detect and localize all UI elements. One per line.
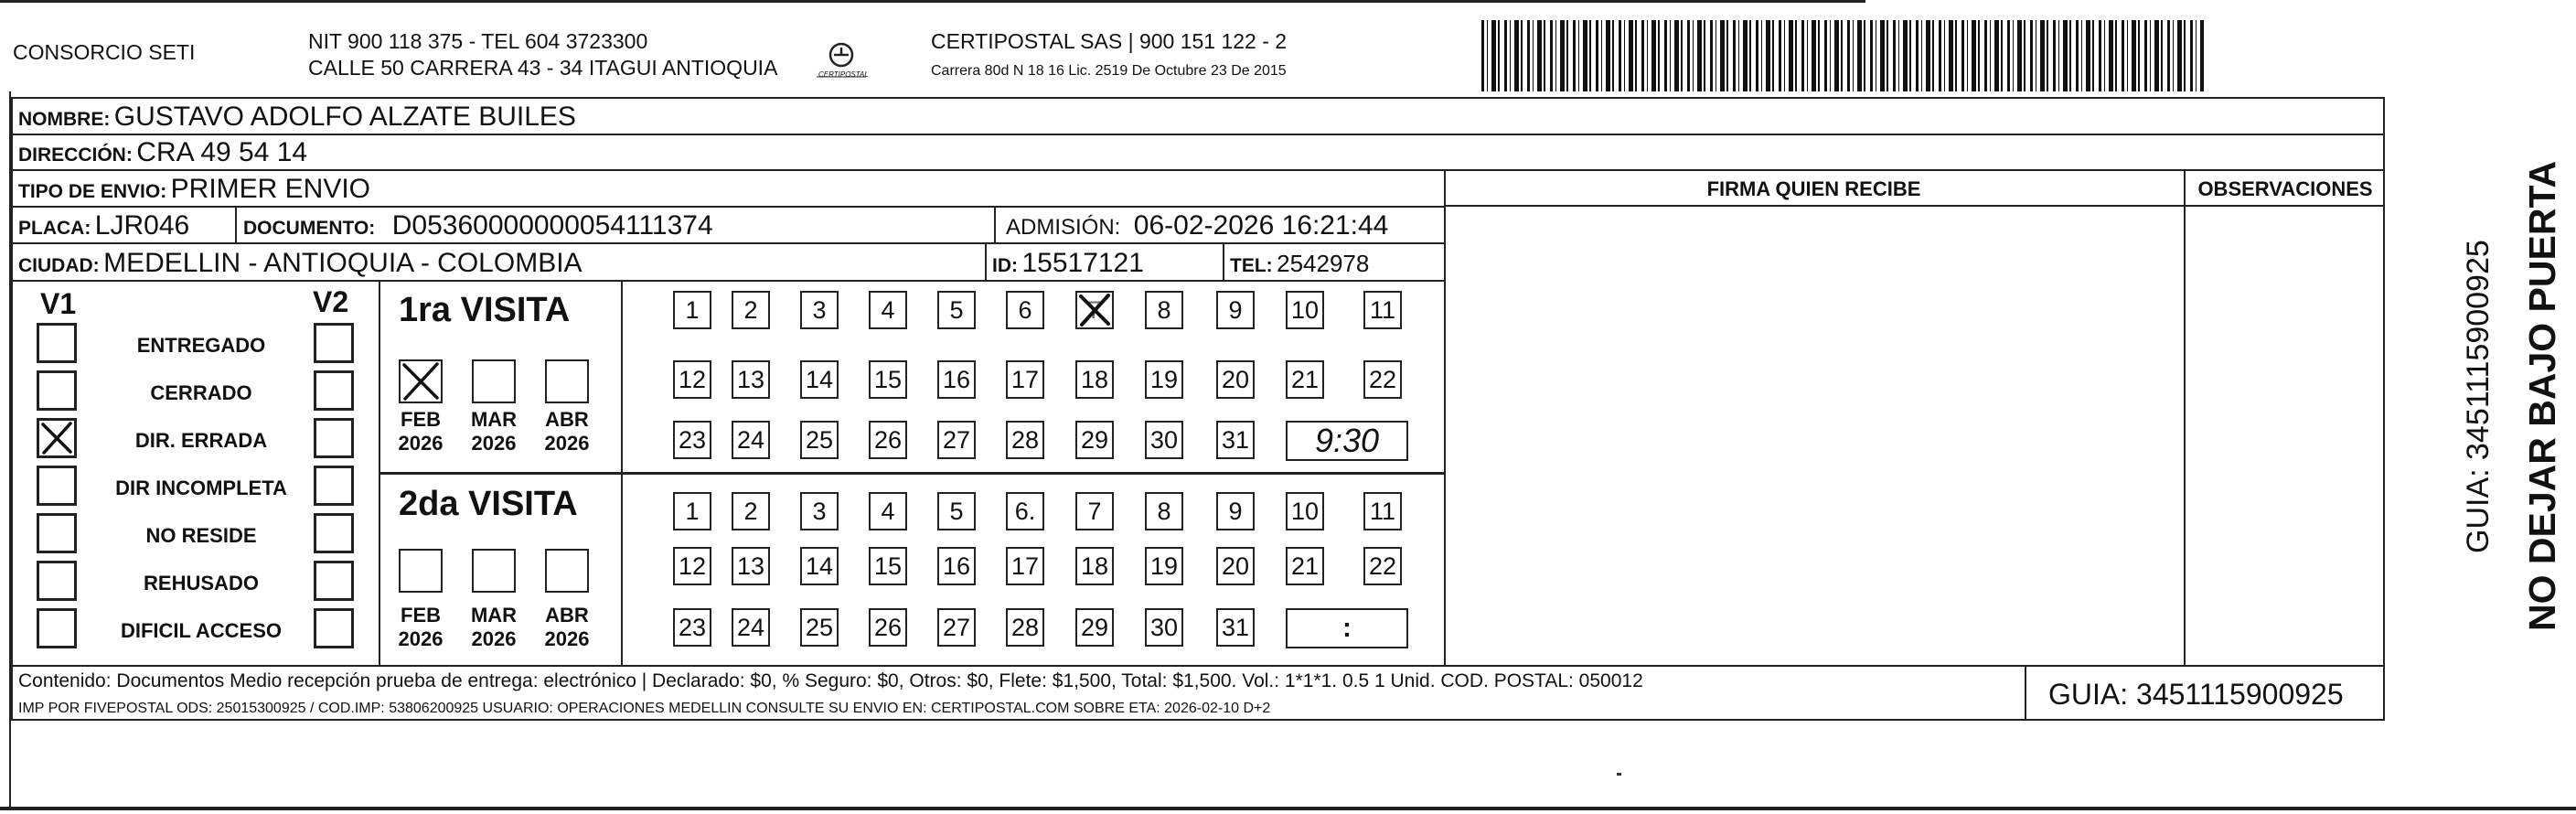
v1-checkbox[interactable] bbox=[37, 513, 77, 553]
visit1-day-number: 15 bbox=[873, 366, 903, 393]
visit1-day-box[interactable] bbox=[673, 421, 711, 459]
certipostal-line1: CERTIPOSTAL SAS | 900 151 122 - 2 bbox=[931, 29, 1288, 53]
visit2-day-number: 20 bbox=[1221, 552, 1250, 580]
visit1-time-value: 9:30 bbox=[1314, 422, 1380, 459]
visit1-day-number: 21 bbox=[1290, 366, 1320, 393]
row-line bbox=[11, 242, 1444, 244]
v2-checkbox[interactable] bbox=[314, 608, 354, 648]
visit1-month-name: FEB bbox=[401, 408, 441, 431]
col-divider bbox=[1444, 169, 1446, 665]
visit2-day-number: 25 bbox=[805, 614, 834, 641]
visit2-day-number: 4 bbox=[881, 498, 895, 525]
v2-checkbox[interactable] bbox=[314, 323, 354, 363]
nombre-label: NOMBRE: bbox=[18, 109, 111, 130]
visit2-day-box[interactable] bbox=[1006, 547, 1044, 585]
direccion-label: DIRECCIÓN: bbox=[18, 145, 133, 166]
visit1-day-box[interactable] bbox=[1363, 360, 1402, 399]
row-line bbox=[11, 169, 2385, 171]
visit1-time-box[interactable] bbox=[1286, 421, 1408, 461]
top-border bbox=[0, 0, 1865, 3]
tel-field bbox=[1230, 252, 1369, 275]
visit2-day-number: 13 bbox=[736, 552, 765, 580]
row-line bbox=[11, 206, 1444, 208]
visit1-day-number: 9 bbox=[1228, 296, 1243, 324]
visit1-day-number: 12 bbox=[678, 366, 707, 393]
checklist-option-label: NO RESIDE bbox=[145, 524, 257, 547]
visit2-day-box[interactable] bbox=[1216, 492, 1255, 530]
checklist-option-label: REHUSADO bbox=[144, 572, 259, 594]
visit2-day-number: 3 bbox=[812, 498, 827, 525]
visit1-title: 1ra VISITA bbox=[399, 291, 571, 329]
visit1-day-box[interactable] bbox=[732, 291, 770, 329]
visit1-day-box[interactable] bbox=[1145, 291, 1183, 329]
visit2-month-name: ABR bbox=[545, 604, 589, 627]
visit1-day-number: 19 bbox=[1149, 366, 1179, 393]
visit2-day-number: 14 bbox=[805, 552, 834, 580]
visit1-day-box[interactable] bbox=[673, 360, 711, 399]
v1-checkbox[interactable] bbox=[37, 370, 77, 411]
visit2-day-box[interactable] bbox=[1075, 492, 1114, 530]
visit2-day-number: 27 bbox=[942, 614, 971, 641]
visit1-day-box[interactable] bbox=[1075, 360, 1114, 399]
certipostal-logo bbox=[809, 35, 873, 90]
visit1-day-number: 20 bbox=[1221, 366, 1250, 393]
visit2-day-box[interactable] bbox=[869, 492, 907, 530]
ciudad-value: MEDELLIN - ANTIOQUIA - COLOMBIA bbox=[103, 248, 583, 278]
visit1-day-number: 8 bbox=[1157, 296, 1171, 324]
visit2-day-number: 24 bbox=[736, 614, 765, 641]
id-value: 15517121 bbox=[1021, 248, 1144, 278]
visit1-day-box[interactable] bbox=[732, 360, 770, 399]
col-divider bbox=[1223, 242, 1224, 280]
tel-value: 2542978 bbox=[1277, 250, 1370, 277]
visit1-day-number: 11 bbox=[1369, 296, 1396, 324]
visit1-day-number: 24 bbox=[736, 426, 765, 454]
nombre-value: GUSTAVO ADOLFO ALZATE BUILES bbox=[113, 102, 576, 132]
visit2-day-box[interactable] bbox=[1363, 547, 1402, 585]
visit1-day-number: 13 bbox=[736, 366, 765, 393]
documento-label: DOCUMENTO: bbox=[243, 218, 376, 239]
barcode-image bbox=[1481, 20, 2204, 91]
visit2-month-name: MAR bbox=[470, 604, 518, 627]
visit1-day-number: 17 bbox=[1010, 366, 1040, 393]
visit2-day-number: 26 bbox=[873, 614, 903, 641]
logo-text: CERTIPOSTAL bbox=[818, 70, 869, 79]
ciudad-label: CIUDAD: bbox=[18, 255, 100, 276]
id-label: ID: bbox=[992, 255, 1018, 276]
visit1-day-number: 25 bbox=[805, 426, 834, 454]
visit1-day-number: 30 bbox=[1149, 426, 1179, 454]
footer-line2: IMP POR FIVEPOSTAL ODS: 25015300925 / COD.IMP: 53806200925 USUARIO: OPERACIONES MEDELLIN CONSULTE SU ENVIO EN: CERTIPOSTAL.COM SOBRE ETA: 2026-02-10 D+2 bbox=[18, 701, 1271, 716]
checklist-option-label: DIFICIL ACCESO bbox=[120, 619, 282, 642]
checklist-option-label: ENTREGADO bbox=[136, 334, 266, 357]
visit2-day-number: 29 bbox=[1080, 614, 1109, 641]
direccion-value: CRA 49 54 14 bbox=[136, 137, 308, 167]
visit1-day-number: 1 bbox=[685, 296, 700, 324]
visit1-day-box[interactable] bbox=[1006, 291, 1044, 329]
visit1-day-box[interactable] bbox=[869, 360, 907, 399]
visit2-day-number: 28 bbox=[1010, 614, 1040, 641]
visit2-title: 2da VISITA bbox=[399, 485, 578, 523]
v1-checkbox[interactable] bbox=[37, 561, 77, 601]
visit1-day-number: 3 bbox=[812, 296, 827, 324]
visit2-day-box[interactable] bbox=[732, 608, 770, 647]
v2-checkbox[interactable] bbox=[314, 466, 354, 506]
row-line bbox=[11, 280, 1444, 282]
visit2-day-number: 15 bbox=[873, 552, 903, 580]
visit2-day-box[interactable] bbox=[937, 547, 976, 585]
visit1-month-name: MAR bbox=[470, 408, 518, 431]
tipo-envio-value: PRIMER ENVIO bbox=[170, 174, 371, 204]
visit1-day-box[interactable] bbox=[732, 421, 770, 459]
checklist-option-label: CERRADO bbox=[150, 381, 252, 404]
admision-value: 06-02-2026 16:21:44 bbox=[1133, 210, 1389, 241]
firma-header: FIRMA QUIEN RECIBE bbox=[1706, 177, 1921, 200]
visit1-day-box[interactable] bbox=[937, 291, 976, 329]
visit2-day-number: 17 bbox=[1010, 552, 1040, 580]
visit2-month-checkbox[interactable] bbox=[472, 549, 516, 593]
row-line bbox=[11, 134, 2385, 135]
visit1-day-box[interactable] bbox=[869, 421, 907, 459]
visit1-day-box[interactable] bbox=[1216, 360, 1255, 399]
visit2-day-box[interactable] bbox=[732, 547, 770, 585]
visit2-day-box[interactable] bbox=[937, 608, 976, 647]
visit1-day-box[interactable] bbox=[1075, 291, 1114, 329]
admision-field bbox=[1006, 212, 1388, 240]
visit2-month-checkbox[interactable] bbox=[399, 549, 443, 593]
visit2-day-box[interactable] bbox=[673, 492, 711, 530]
v2-checkbox[interactable] bbox=[314, 418, 354, 458]
v1-checkbox[interactable] bbox=[37, 466, 77, 506]
visit2-day-box[interactable] bbox=[800, 608, 839, 647]
tel-label: TEL: bbox=[1230, 255, 1273, 276]
visit2-day-box[interactable] bbox=[1286, 492, 1324, 530]
visit2-day-number: 21 bbox=[1290, 552, 1320, 580]
tipo-envio-field bbox=[18, 176, 370, 203]
side-guia: GUIA: 3451115900925 bbox=[2461, 240, 2496, 553]
visit2-day-box[interactable] bbox=[937, 492, 976, 530]
visit1-day-number: 14 bbox=[805, 366, 834, 393]
v2-label: V2 bbox=[313, 285, 349, 318]
visit2-day-number: 9 bbox=[1228, 498, 1243, 525]
visit1-day-number: 29 bbox=[1080, 426, 1109, 454]
visit2-time-value: : bbox=[1342, 613, 1352, 643]
visit1-day-box[interactable] bbox=[1145, 421, 1183, 459]
nombre-field bbox=[18, 103, 576, 131]
visit1-month-year: 2026 bbox=[471, 432, 517, 455]
visit1-day-box[interactable] bbox=[1006, 360, 1044, 399]
visit2-day-number: 16 bbox=[942, 552, 971, 580]
visit2-month-name: FEB bbox=[401, 604, 441, 627]
visit2-day-number: 19 bbox=[1149, 552, 1179, 580]
certipostal-line2: Carrera 80d N 18 16 Lic. 2519 De Octubre 23 De 2015 bbox=[931, 63, 1287, 79]
col-divider bbox=[994, 206, 996, 243]
visit1-day-box[interactable] bbox=[1216, 421, 1255, 459]
visit1-day-box[interactable] bbox=[1216, 291, 1255, 329]
col-divider bbox=[2184, 169, 2186, 665]
visit2-day-number: 10 bbox=[1290, 498, 1320, 525]
row-line bbox=[11, 665, 2385, 667]
v2-checkbox[interactable] bbox=[314, 370, 354, 411]
visit1-day-number: 28 bbox=[1010, 426, 1040, 454]
visit1-day-number: 22 bbox=[1368, 366, 1397, 393]
visit2-month-checkbox[interactable] bbox=[545, 549, 589, 593]
visit1-month-checkbox[interactable] bbox=[399, 359, 443, 403]
visit2-month-year: 2026 bbox=[398, 627, 444, 650]
visit2-day-number: 12 bbox=[678, 552, 707, 580]
visit2-day-box[interactable] bbox=[1216, 547, 1255, 585]
visit2-day-number: 30 bbox=[1149, 614, 1179, 641]
visit2-day-number: 31 bbox=[1221, 614, 1250, 641]
visit2-day-number: 1 bbox=[685, 498, 700, 525]
visit1-day-number: 31 bbox=[1221, 426, 1250, 454]
visit2-day-box[interactable] bbox=[1145, 547, 1183, 585]
visit1-day-number: 4 bbox=[881, 296, 895, 324]
admision-label: ADMISIÓN: bbox=[1006, 215, 1121, 240]
visit1-day-number: 23 bbox=[678, 426, 707, 454]
observaciones-header: OBSERVACIONES bbox=[2197, 177, 2373, 200]
visit2-day-box[interactable] bbox=[673, 608, 711, 647]
tipo-envio-label: TIPO DE ENVIO: bbox=[18, 181, 167, 202]
visit1-day-box[interactable] bbox=[1145, 360, 1183, 399]
visit1-month-year: 2026 bbox=[544, 432, 590, 455]
visit1-day-number: 6 bbox=[1018, 296, 1032, 324]
v1-checkbox[interactable] bbox=[37, 608, 77, 648]
ciudad-field bbox=[18, 250, 583, 277]
visit1-day-number: 5 bbox=[949, 296, 964, 324]
direccion-field bbox=[18, 139, 307, 166]
v2-checkbox[interactable] bbox=[314, 561, 354, 601]
bottom-border bbox=[0, 807, 2576, 810]
footer-line1: Contenido: Documentos Medio recepción prueba de entrega: electrónico | Declarado: $0, % Seguro: $0, Otros: $0, Flete: $1,500, Total: $1,500. Vol.: 1*1*1. 0.5 1 Unid. COD. POSTAL: 050012 bbox=[18, 670, 1643, 691]
visit1-day-box[interactable] bbox=[800, 291, 839, 329]
visit1-day-box[interactable] bbox=[800, 360, 839, 399]
visit1-day-number: 18 bbox=[1080, 366, 1109, 393]
visit1-day-number: 2 bbox=[743, 296, 758, 324]
checklist-option-label: DIR. ERRADA bbox=[134, 429, 268, 452]
visit2-day-box[interactable] bbox=[1363, 492, 1402, 530]
v1-checkbox[interactable] bbox=[37, 418, 77, 458]
visit2-day-number: 5 bbox=[949, 498, 964, 525]
placa-field bbox=[18, 212, 189, 240]
visit1-day-number: 7 bbox=[1087, 296, 1102, 324]
visit1-day-box[interactable] bbox=[869, 291, 907, 329]
visit2-day-number: 7 bbox=[1087, 498, 1102, 525]
company-name: CONSORCIO SETI bbox=[13, 40, 196, 64]
visit1-day-number: 26 bbox=[873, 426, 903, 454]
v2-checkbox[interactable] bbox=[314, 513, 354, 553]
visit2-day-box[interactable] bbox=[1006, 608, 1044, 647]
visit2-day-box[interactable] bbox=[1286, 547, 1324, 585]
visit2-day-number: 22 bbox=[1368, 552, 1397, 580]
visit2-day-box[interactable] bbox=[869, 608, 907, 647]
section-divider bbox=[379, 472, 1444, 475]
placa-label: PLACA: bbox=[18, 218, 91, 239]
visit1-month-name: ABR bbox=[545, 408, 589, 431]
visit1-day-number: 16 bbox=[942, 366, 971, 393]
visit2-day-box[interactable] bbox=[800, 492, 839, 530]
visit2-month-year: 2026 bbox=[471, 627, 517, 650]
visit1-day-box[interactable] bbox=[937, 360, 976, 399]
visit2-day-box[interactable] bbox=[1145, 492, 1183, 530]
visit2-day-number: 6. bbox=[1014, 498, 1036, 525]
visit2-day-number: 23 bbox=[678, 614, 707, 641]
visit2-month-year: 2026 bbox=[544, 627, 590, 650]
visit1-day-box[interactable] bbox=[1075, 421, 1114, 459]
visit2-day-number: 2 bbox=[743, 498, 758, 525]
visit2-day-box[interactable] bbox=[1075, 608, 1114, 647]
visit1-day-box[interactable] bbox=[1286, 360, 1324, 399]
visit1-month-checkbox[interactable] bbox=[545, 359, 589, 403]
visit2-time-box[interactable] bbox=[1286, 608, 1408, 648]
visit1-month-checkbox[interactable] bbox=[472, 359, 516, 403]
visit1-day-box[interactable] bbox=[1363, 291, 1402, 329]
placa-value: LJR046 bbox=[94, 210, 190, 241]
visit2-day-box[interactable] bbox=[1145, 608, 1183, 647]
visit2-day-box[interactable] bbox=[1216, 608, 1255, 647]
id-field bbox=[992, 250, 1144, 277]
nit-line: NIT 900 118 375 - TEL 604 3723300 bbox=[308, 29, 648, 53]
visit1-day-box[interactable] bbox=[673, 291, 711, 329]
documento-value: D05360000000054111374 bbox=[391, 210, 713, 241]
v1-checkbox[interactable] bbox=[37, 323, 77, 363]
no-dejar-bajo-puerta: NO DEJAR BAJO PUERTA bbox=[2521, 160, 2563, 631]
visit2-day-box[interactable] bbox=[1075, 547, 1114, 585]
visit2-day-box[interactable] bbox=[1006, 492, 1044, 530]
visit1-month-year: 2026 bbox=[398, 432, 444, 455]
visit2-day-box[interactable] bbox=[800, 547, 839, 585]
stray-mark bbox=[1617, 773, 1621, 776]
col-divider bbox=[985, 242, 987, 280]
visit1-day-box[interactable] bbox=[800, 421, 839, 459]
visit1-day-number: 10 bbox=[1290, 296, 1320, 324]
visit2-day-box[interactable] bbox=[673, 547, 711, 585]
address-line: CALLE 50 CARRERA 43 - 34 ITAGUI ANTIOQUIA bbox=[308, 56, 778, 80]
footer-guia: GUIA: 3451115900925 bbox=[2048, 678, 2344, 711]
visit1-day-box[interactable] bbox=[1006, 421, 1044, 459]
col-divider bbox=[2025, 665, 2026, 721]
visit2-day-number: 8 bbox=[1157, 498, 1171, 525]
row-line bbox=[1444, 205, 2385, 207]
visit1-day-box[interactable] bbox=[937, 421, 976, 459]
documento-field bbox=[243, 212, 713, 240]
visit1-day-box[interactable] bbox=[1286, 291, 1324, 329]
visit2-day-number: 18 bbox=[1080, 552, 1109, 580]
visit1-day-number: 27 bbox=[942, 426, 971, 454]
visit2-day-number: 11 bbox=[1369, 498, 1396, 525]
col-divider bbox=[235, 206, 237, 243]
visit2-day-box[interactable] bbox=[869, 547, 907, 585]
visit2-day-box[interactable] bbox=[732, 492, 770, 530]
checklist-option-label: DIR INCOMPLETA bbox=[115, 477, 287, 499]
v1-label: V1 bbox=[40, 287, 77, 320]
